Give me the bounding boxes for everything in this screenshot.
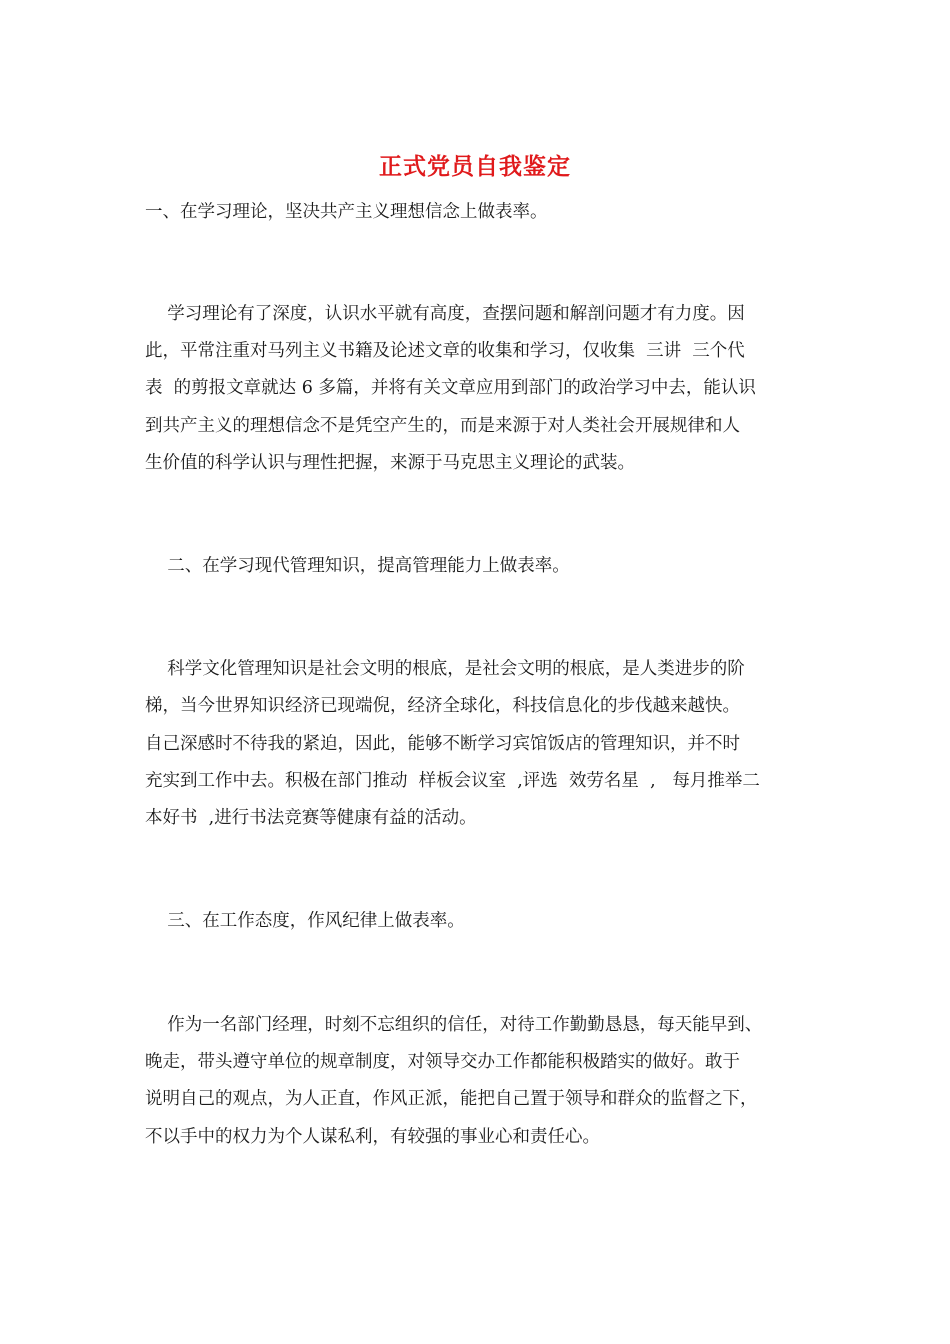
paragraph-3-line-4: 不以手中的权力为个人谋私利，有较强的事业心和责任心。 <box>145 1127 600 1147</box>
paragraph-1-line-4: 到共产主义的理想信念不是凭空产生的，而是来源于对人类社会开展规律和人 <box>145 416 740 436</box>
paragraph-2-line-4: 充实到工作中去。积极在部门推动 样板会议室 ,评选 效劳名星 , 每月推举二 <box>145 771 760 791</box>
paragraph-2-line-3: 自己深感时不待我的紧迫，因此，能够不断学习宾馆饭店的管理知识，并不时 <box>145 734 740 754</box>
paragraph-1-line-1: 学习理论有了深度，认识水平就有高度，查摆问题和解剖问题才有力度。因 <box>145 304 745 324</box>
paragraph-1-line-2: 此，平常注重对马列主义书籍及论述文章的收集和学习，仅收集 三讲 三个代 <box>145 341 745 361</box>
paragraph-2-line-2: 梯，当今世界知识经济已现端倪，经济全球化，科技信息化的步伐越来越快。 <box>145 696 740 716</box>
paragraph-3-line-1: 作为一名部门经理，时刻不忘组织的信任，对待工作勤勤恳恳，每天能早到、 <box>145 1015 763 1035</box>
heading-1: 一、在学习理论，坚决共产主义理想信念上做表率。 <box>145 202 548 222</box>
paragraph-2-line-5: 本好书 ,进行书法竞赛等健康有益的活动。 <box>145 808 477 828</box>
paragraph-3-line-2: 晚走，带头遵守单位的规章制度，对领导交办工作都能积极踏实的做好。敢于 <box>145 1052 740 1072</box>
paragraph-3-line-3: 说明自己的观点，为人正直，作风正派，能把自己置于领导和群众的监督之下， <box>145 1089 758 1109</box>
heading-3: 三、在工作态度，作风纪律上做表率。 <box>145 911 465 931</box>
paragraph-1-line-3: 表 的剪报文章就达 6 多篇，并将有关文章应用到部门的政治学习中去，能认识 <box>145 378 756 398</box>
paragraph-2-line-1: 科学文化管理知识是社会文明的根底，是社会文明的根底，是人类进步的阶 <box>145 659 745 679</box>
document-title: 正式党员自我鉴定 <box>379 153 571 180</box>
heading-2: 二、在学习现代管理知识，提高管理能力上做表率。 <box>145 556 570 576</box>
paragraph-1-line-5: 生价值的科学认识与理性把握，来源于马克思主义理论的武装。 <box>145 453 635 473</box>
